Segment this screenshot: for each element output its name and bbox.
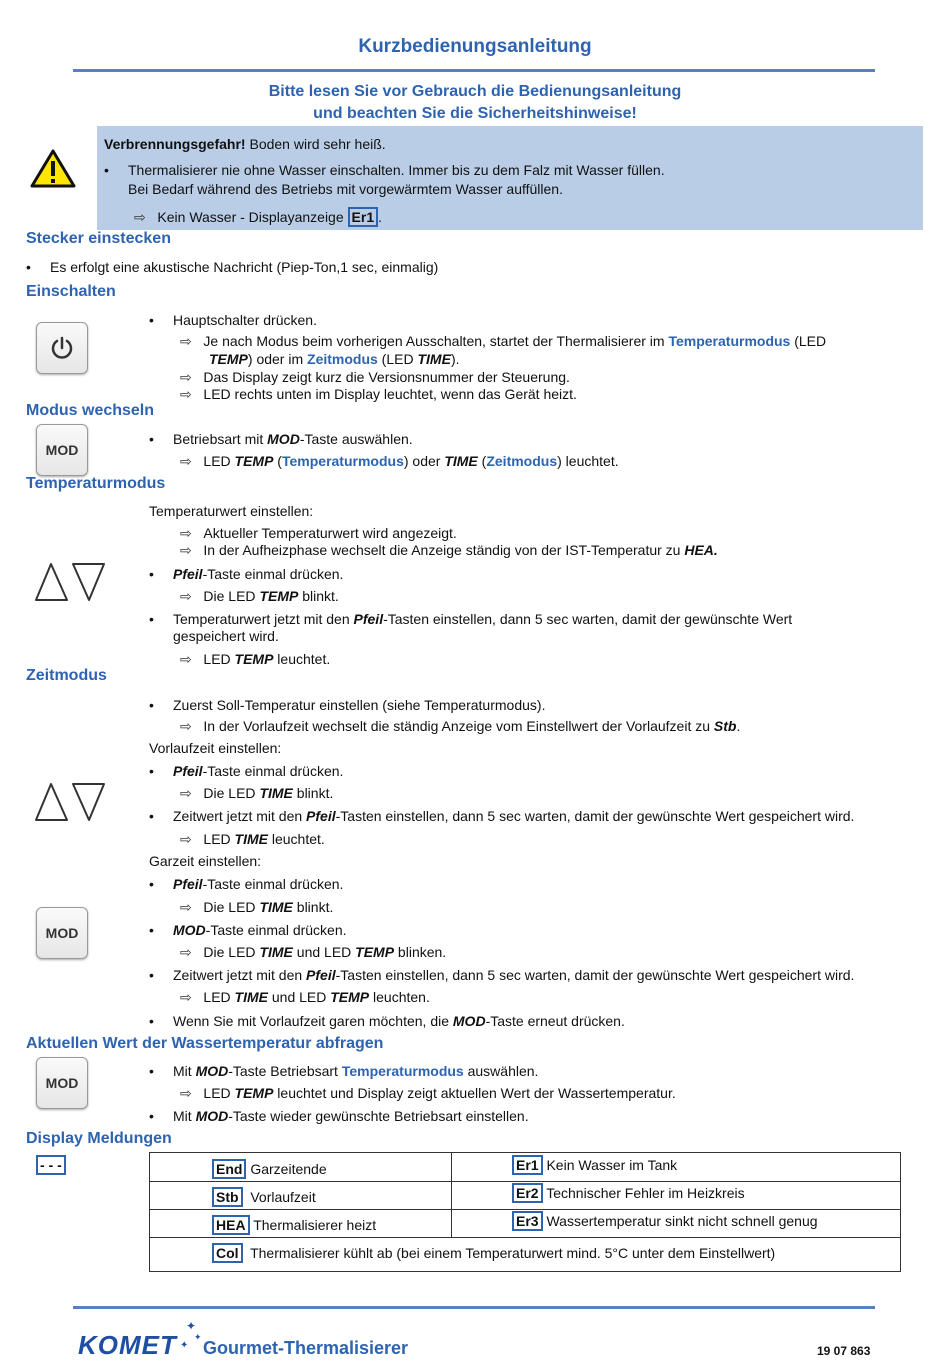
warning-heading: Verbrennungsgefahr! Boden wird sehr heiß.	[104, 136, 386, 152]
zeit-arrow-4: ⇨ Die LED TIME blinkt.	[180, 899, 334, 915]
document-number: 19 07 863	[817, 1344, 871, 1358]
temp-bullet-1: • Pfeil-Taste einmal drücken.	[173, 565, 343, 583]
aktuell-bullet-1: • Mit MOD-Taste Betriebsart Temperaturmodus auswählen.	[173, 1062, 538, 1080]
zeit-arrow-6: ⇨ LED TIME und LED TEMP leuchten.	[180, 989, 430, 1005]
einschalten-arrow-2: ⇨ Das Display zeigt kurz die Versionsnummer der Steuerung.	[180, 369, 570, 385]
zeit-arrow-5: ⇨ Die LED TIME und LED TEMP blinken.	[180, 944, 447, 960]
footer-rule	[73, 1306, 875, 1309]
power-button-image	[36, 322, 88, 374]
zeit-vorlauf-intro: Vorlaufzeit einstellen:	[149, 740, 282, 756]
warning-line-1: • Thermalisierer nie ohne Wasser einschalten. Immer bis zu dem Falz mit Wasser füllen.	[128, 161, 665, 179]
mod-button-image: MOD	[36, 424, 88, 476]
zeit-garzeit-intro: Garzeit einstellen:	[149, 853, 262, 869]
einschalten-arrow-1-cont: TEMP) oder im Zeitmodus (LED TIME).	[209, 351, 460, 367]
einschalten-bullet: • Hauptschalter drücken.	[173, 311, 317, 329]
temp-arrow-1: ⇨ Aktueller Temperaturwert wird angezeigt.	[180, 525, 457, 541]
svg-text:✦: ✦	[194, 1333, 202, 1343]
temp-arrow-2: ⇨ In der Aufheizphase wechselt die Anzeige ständig von der IST-Temperatur zu HEA.	[180, 542, 718, 558]
mod-button-image-2: MOD	[36, 907, 88, 959]
zeit-bullet-2: • Pfeil-Taste einmal drücken.	[173, 762, 343, 780]
table-cell-er1: Er1 Kein Wasser im Tank	[512, 1155, 677, 1175]
aktuell-arrow: ⇨ LED TEMP leuchtet und Display zeigt aktuellen Wert der Wassertemperatur.	[180, 1085, 676, 1101]
warning-icon	[30, 148, 76, 188]
heading-aktuellen-wert: Aktuellen Wert der Wassertemperatur abfragen	[26, 1035, 384, 1052]
einschalten-arrow-3: ⇨ LED rechts unten im Display leuchtet, wenn das Gerät heizt.	[180, 386, 577, 402]
heading-modus: Modus wechseln	[26, 402, 155, 419]
zeit-bullet-5: • MOD-Taste einmal drücken.	[173, 921, 347, 939]
subtitle-line-2: und beachten Sie die Sicherheitshinweise!	[313, 105, 637, 122]
mod-button-image-3: MOD	[36, 1057, 88, 1109]
heading-display-meldungen: Display Meldungen	[26, 1130, 172, 1147]
zeit-arrow-2: ⇨ Die LED TIME blinkt.	[180, 785, 334, 801]
komet-logo: KOMET	[78, 1330, 177, 1360]
display-table	[149, 1152, 901, 1272]
temp-intro: Temperaturwert einstellen:	[149, 503, 314, 519]
table-cell-hea: HEA Thermalisierer heizt	[212, 1215, 376, 1235]
header-rule	[73, 69, 875, 72]
arrow-keys-icon	[34, 561, 106, 603]
zeit-bullet-4: • Pfeil-Taste einmal drücken.	[173, 875, 343, 893]
svg-text:✦: ✦	[186, 1319, 197, 1333]
einschalten-arrow-1: ⇨ Je nach Modus beim vorherigen Ausschalten, startet der Thermalisierer im Temperaturmodus (LED	[180, 333, 827, 349]
warning-line-2: Bei Bedarf während des Betriebs mit vorgewärmtem Wasser auffüllen.	[128, 181, 563, 197]
heading-einschalten: Einschalten	[26, 283, 116, 300]
aktuell-bullet-2: • Mit MOD-Taste wieder gewünschte Betriebsart einstellen.	[173, 1107, 529, 1125]
table-cell-stb: Stb Vorlaufzeit	[212, 1187, 316, 1207]
power-icon	[49, 335, 75, 361]
heading-temperaturmodus: Temperaturmodus	[26, 475, 166, 492]
display-dashes: - - -	[36, 1155, 66, 1175]
subtitle-line-1: Bitte lesen Sie vor Gebrauch die Bedienungsanleitung	[268, 83, 682, 100]
modus-bullet: • Betriebsart mit MOD-Taste auswählen.	[173, 430, 413, 448]
code-er1: Er1	[348, 207, 379, 227]
temp-arrow-4: ⇨ LED TEMP leuchtet.	[180, 651, 331, 667]
table-cell-col: Col Thermalisierer kühlt ab (bei einem Temperaturwert mind. 5°C unter dem Einstellwert)	[212, 1243, 775, 1263]
zeit-bullet-3: • Zeitwert jetzt mit den Pfeil-Tasten einstellen, dann 5 sec warten, damit der gewünschte Wert gespeichert wird.	[173, 807, 854, 825]
stecker-bullet: • Es erfolgt eine akustische Nachricht (Piep-Ton,1 sec, einmalig)	[50, 258, 438, 276]
table-cell-er2: Er2 Technischer Fehler im Heizkreis	[512, 1183, 745, 1203]
temp-arrow-3: ⇨ Die LED TEMP blinkt.	[180, 588, 339, 604]
arrow-keys-icon-2	[34, 781, 106, 823]
zeit-bullet-7: • Wenn Sie mit Vorlaufzeit garen möchten, die MOD-Taste erneut drücken.	[173, 1012, 625, 1030]
zeit-arrow-1: ⇨ In der Vorlaufzeit wechselt die ständig Anzeige vom Einstellwert der Vorlaufzeit zu Stb.	[180, 718, 741, 734]
table-cell-er3: Er3 Wassertemperatur sinkt nicht schnell genug	[512, 1211, 818, 1231]
heading-stecker: Stecker einstecken	[26, 230, 171, 247]
svg-text:✦: ✦	[180, 1340, 189, 1351]
heading-zeitmodus: Zeitmodus	[26, 667, 107, 684]
zeit-bullet-1: • Zuerst Soll-Temperatur einstellen (siehe Temperaturmodus).	[173, 696, 545, 714]
warning-line-3: ⇨ Kein Wasser - Displayanzeige Er1 .	[134, 209, 382, 225]
product-name: Gourmet-Thermalisierer	[203, 1338, 409, 1358]
zeit-bullet-6: • Zeitwert jetzt mit den Pfeil-Tasten einstellen, dann 5 sec warten, damit der gewünschte Wert gespeichert wird.	[173, 966, 854, 984]
temp-bullet-2: • Temperaturwert jetzt mit den Pfeil-Tasten einstellen, dann 5 sec warten, damit der gewünschte Wert	[173, 610, 792, 628]
page-title: Kurzbedienungsanleitung	[358, 36, 592, 57]
modus-arrow: ⇨ LED TEMP (Temperaturmodus) oder TIME (Zeitmodus) leuchtet.	[180, 453, 619, 469]
stars-icon	[178, 1318, 206, 1352]
temp-bullet-2-cont: gespeichert wird.	[173, 628, 279, 644]
zeit-arrow-3: ⇨ LED TIME leuchtet.	[180, 831, 325, 847]
table-cell-end: End Garzeitende	[212, 1159, 327, 1179]
